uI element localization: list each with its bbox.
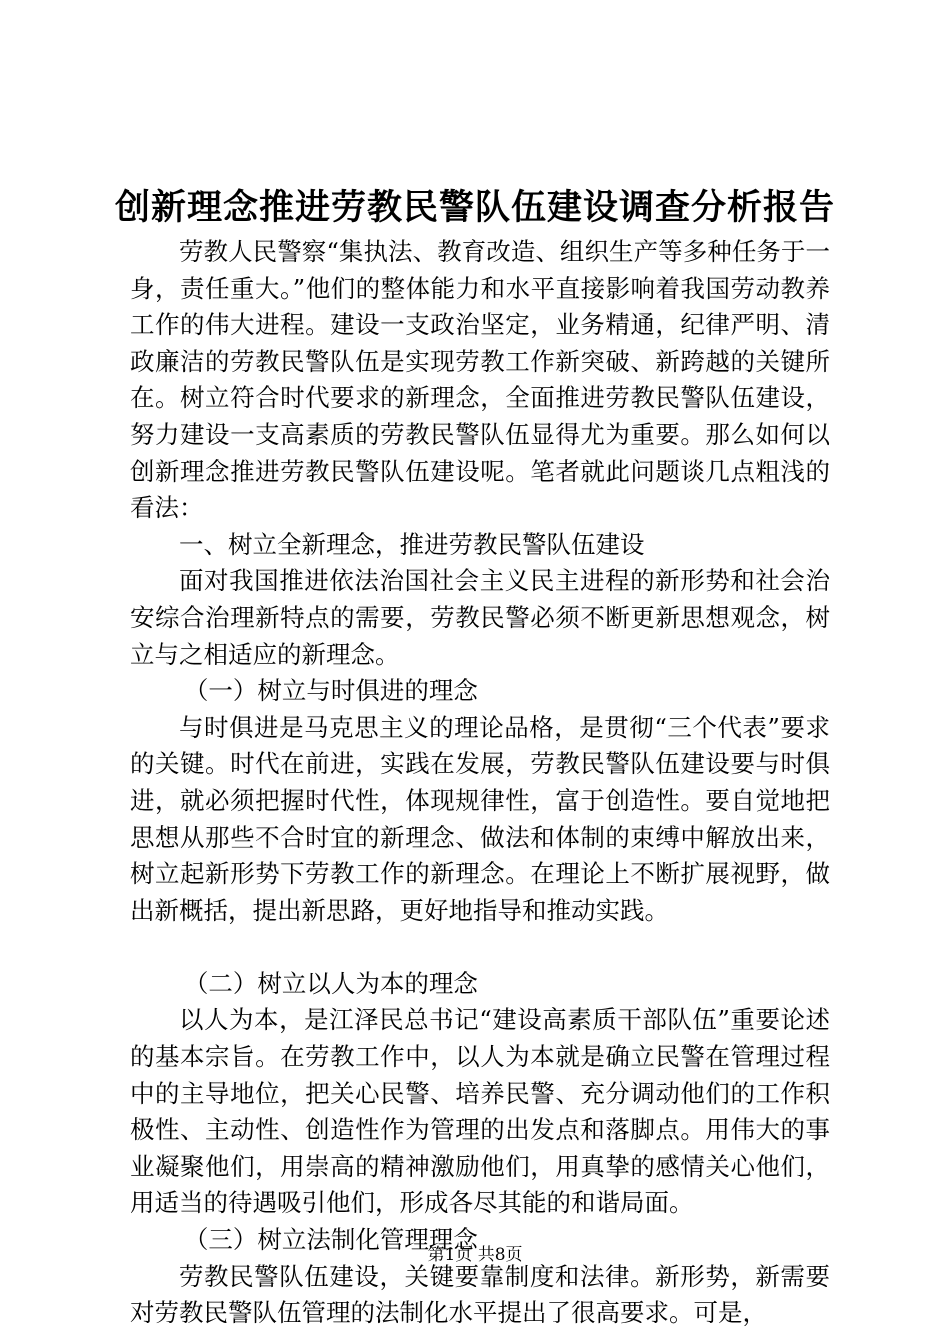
section-heading-1: 一、树立全新理念，推进劳教民警队伍建设 xyxy=(179,529,645,559)
subsection-heading-3: （三）树立法制化管理理念 xyxy=(183,1225,478,1255)
paragraph-intro: 劳教人民警察“集执法、教育改造、组织生产等多种任务于一身，责任重大。”他们的整体能力和水平直接影响着我国劳动教养工作的伟大进程。建设一支政治坚定，业务精通，纪律严明、清政廉洁的劳教民警队伍是实现劳教工作新突破、新跨越的关键所在。树立符合时代要求的新理念，全面推进劳教民警队伍建设，努力建设一支高素质的劳教民警队伍显得尤为重要。那么如何以创新理念推进劳教民警队伍建设呢。笔者就此问题谈几点粗浅的看法： xyxy=(130,237,830,523)
paragraph-subsection-1: 与时俱进是马克思主义的理论品格，是贯彻“三个代表”要求的关键。时代在前进，实践在发展，劳教民警队伍建设要与时俱进，就必须把握时代性，体现规律性，富于创造性。要自觉地把思想从那些不合时宜的新理念、做法和体制的束缚中解放出来，树立起新形势下劳教工作的新理念。在理论上不断扩展视野，做出新概括，提出新思路，更好地指导和推动实践。 xyxy=(130,712,830,925)
subsection-heading-2: （二）树立以人为本的理念 xyxy=(183,968,478,998)
document-body xyxy=(130,234,830,1332)
paragraph-gap xyxy=(130,929,830,966)
paragraph-subsection-2: 以人为本，是江泽民总书记“建设高素质干部队伍”重要论述的基本宗旨。在劳教工作中，以人为本就是确立民警在管理过程中的主导地位，把关心民警、培养民警、充分调动他们的工作积极性、主动性、创造性作为管理的出发点和落脚点。用伟大的事业凝聚他们，用崇高的精神激励他们，用真挚的感情关心他们，用适当的待遇吸引他们，形成各尽其能的和谐局面。 xyxy=(130,1005,830,1218)
page-footer: 第1页 共8页 xyxy=(427,1245,523,1265)
paragraph-section-1: 面对我国推进依法治国社会主义民主进程的新形势和社会治安综合治理新特点的需要，劳教民警必须不断更新思想观念，树立与之相适应的新理念。 xyxy=(130,566,830,669)
paragraph-subsection-3: 劳教民警队伍建设，关键要靠制度和法律。新形势，新需要对劳教民警队伍管理的法制化水平提出了很高要求。可是， xyxy=(130,1261,830,1328)
document-title: 创新理念推进劳教民警队伍建设调查分析报告 xyxy=(114,187,835,228)
subsection-heading-1: （一）树立与时俱进的理念 xyxy=(183,676,478,706)
